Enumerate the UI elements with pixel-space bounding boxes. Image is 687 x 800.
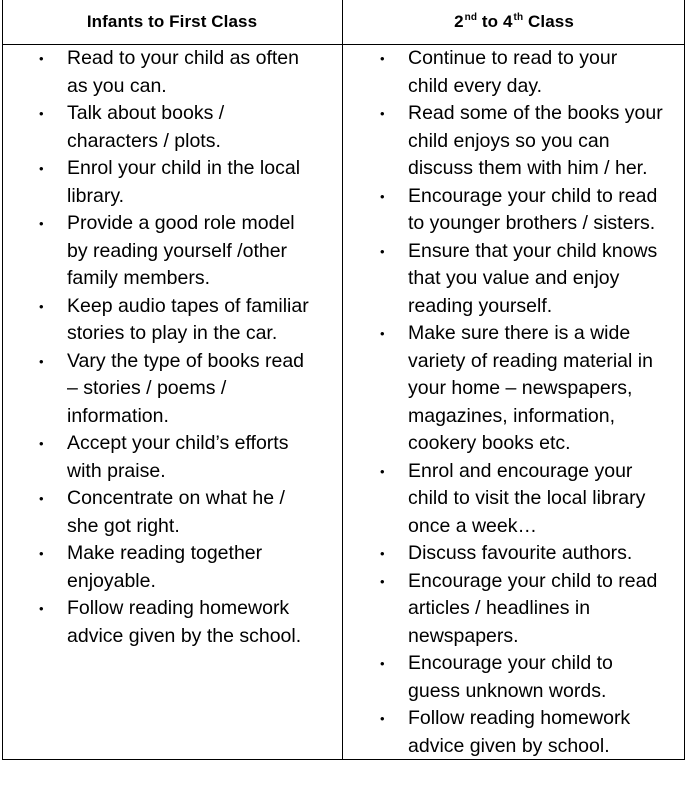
- right-item: [343, 183, 685, 238]
- right-item: [343, 458, 685, 541]
- bullet-icon: •: [380, 51, 385, 66]
- tip-text-line: Enrol your child in the local: [67, 157, 301, 179]
- tip-text-line: as you can.: [67, 74, 167, 97]
- left-item: [2, 348, 340, 431]
- tip-text-line: library.: [67, 184, 125, 207]
- tip-text-line: discuss them with him / her.: [408, 157, 648, 179]
- bullet-icon: •: [39, 161, 44, 176]
- tip-text-line: Discuss favourite authors.: [408, 542, 633, 564]
- bullet-icon: •: [380, 656, 385, 671]
- tip-text-line: Read to your child as often: [67, 47, 299, 69]
- tip-text-line: Read some of the books your: [408, 102, 663, 124]
- left-item: [2, 45, 340, 100]
- header-infants-to-first-class: Infants to First Class: [86, 12, 258, 31]
- bullet-icon: •: [39, 491, 44, 506]
- tip-text-line: reading yourself.: [408, 294, 553, 317]
- left-item: [2, 595, 340, 650]
- tip-text-line: Keep audio tapes of familiar: [67, 294, 309, 317]
- tip-text-line: child to visit the local library: [408, 487, 646, 509]
- bullet-icon: •: [39, 353, 44, 369]
- header-2nd-to-4th-class: 2 $^{nd}$ to 4 $^{th}$ Class: [454, 12, 574, 31]
- right-item: [343, 540, 685, 568]
- tip-text-line: Continue to read to your: [408, 47, 618, 69]
- senior-tips-list: [343, 44, 685, 760]
- tip-text-line: she got right.: [67, 514, 180, 537]
- bullet-icon: •: [380, 106, 385, 121]
- tip-text-line: cookery books etc.: [408, 432, 571, 454]
- tip-text-line: Accept your child’s efforts: [67, 432, 289, 454]
- tip-text-line: Follow reading homework: [408, 707, 631, 729]
- right-item: [343, 100, 685, 183]
- tip-text-line: articles / headlines in: [408, 597, 591, 619]
- tip-text-line: family members.: [67, 267, 211, 289]
- bullet-icon: •: [380, 326, 385, 341]
- left-item: [2, 430, 340, 485]
- bullet-icon: •: [39, 298, 44, 314]
- left-item: [2, 485, 340, 540]
- right-item: [343, 320, 685, 458]
- bullet-icon: •: [380, 573, 385, 589]
- bullet-icon: •: [380, 463, 385, 479]
- tip-text-line: Make sure there is a wide: [408, 322, 631, 344]
- tip-text-line: Concentrate on what he /: [67, 487, 285, 509]
- tip-text-line: child every day.: [408, 74, 543, 97]
- left-item: [2, 540, 340, 595]
- tip-text-line: characters / plots.: [67, 129, 221, 152]
- bullet-icon: •: [39, 51, 44, 66]
- bullet-icon: •: [39, 106, 44, 121]
- tip-text-line: Vary the type of books read: [67, 349, 305, 372]
- tip-text-line: information.: [67, 404, 169, 427]
- tip-text-line: Ensure that your child knows: [408, 239, 658, 262]
- tip-text-line: guess unknown words.: [408, 679, 607, 702]
- bullet-icon: •: [380, 243, 385, 259]
- tip-text-line: by reading yourself /other: [67, 239, 288, 262]
- bullet-icon: •: [39, 601, 44, 616]
- tip-text-line: newspapers.: [408, 624, 519, 647]
- tip-text-line: your home – newspapers,: [408, 377, 633, 399]
- tip-text-line: advice given by school.: [408, 734, 610, 757]
- tip-text-line: Enrol and encourage your: [408, 459, 633, 482]
- tip-text-line: to younger brothers / sisters.: [408, 212, 656, 234]
- tip-text-line: enjoyable.: [67, 569, 156, 592]
- tip-text-line: Provide a good role model: [67, 212, 295, 234]
- tip-text-line: magazines, information,: [408, 404, 616, 427]
- bullet-icon: •: [380, 188, 385, 204]
- left-item: [2, 155, 340, 210]
- tip-text-line: stories to play in the car.: [67, 322, 278, 344]
- tip-text-line: once a week…: [408, 514, 537, 537]
- bullet-icon: •: [39, 436, 44, 451]
- bullet-icon: •: [380, 711, 385, 726]
- tip-text-line: Talk about books /: [67, 102, 225, 124]
- tip-text-line: Follow reading homework: [67, 597, 290, 619]
- left-item: [2, 100, 340, 155]
- tip-text-line: Make reading together: [67, 542, 263, 564]
- tip-text-line: Encourage your child to: [408, 652, 613, 674]
- left-item: [2, 293, 340, 348]
- tip-text-line: advice given by the school.: [67, 624, 302, 647]
- infants-tips-list: [2, 44, 340, 650]
- bullet-icon: •: [380, 546, 385, 561]
- tip-text-line: – stories / poems /: [67, 377, 227, 399]
- right-item: [343, 45, 685, 100]
- right-item: [343, 238, 685, 321]
- right-item: [343, 650, 685, 705]
- tip-text-line: Encourage your child to read: [408, 184, 658, 207]
- right-item: [343, 705, 685, 760]
- right-item: [343, 568, 685, 651]
- tip-text-line: Encourage your child to read: [408, 569, 658, 592]
- left-item: [2, 210, 340, 293]
- tip-text-line: variety of reading material in: [408, 349, 653, 372]
- tip-text-line: with praise.: [67, 459, 166, 482]
- bullet-icon: •: [39, 546, 44, 561]
- tip-text-line: that you value and enjoy: [408, 267, 620, 289]
- bullet-icon: •: [39, 216, 44, 231]
- tip-text-line: child enjoys so you can: [408, 129, 610, 152]
